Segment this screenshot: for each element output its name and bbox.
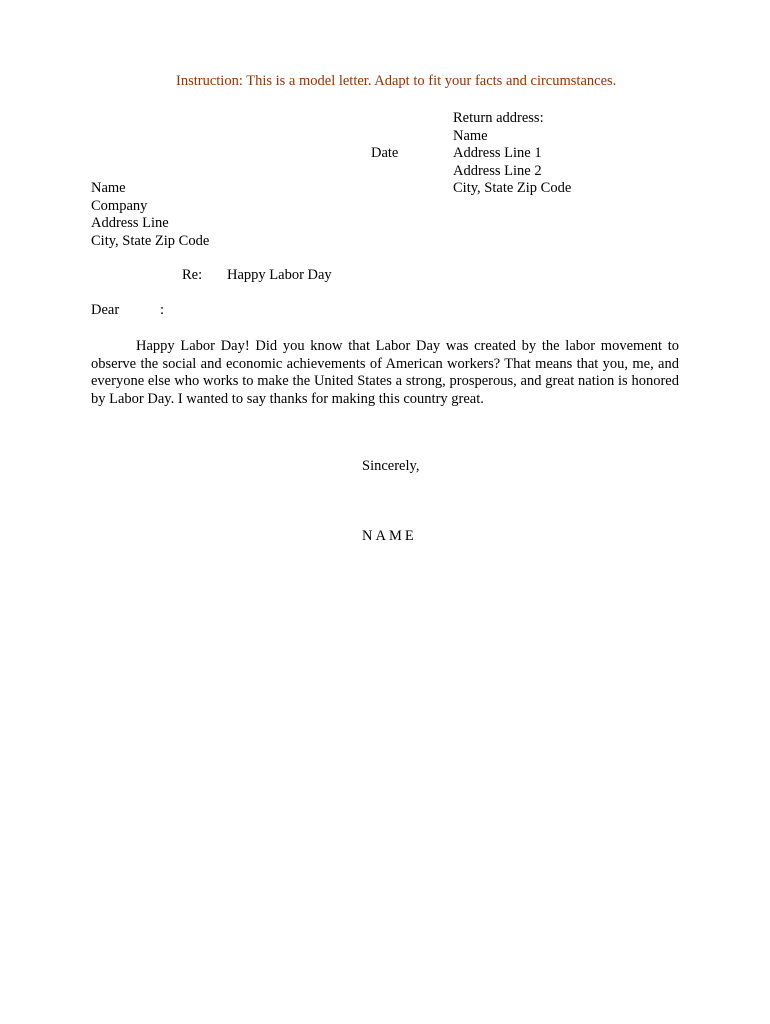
recipient-name: Name xyxy=(91,180,126,196)
return-address-name: Name xyxy=(453,127,488,144)
date-field: Date xyxy=(371,145,399,161)
return-address-line-1: Address Line 1 xyxy=(453,145,542,161)
recipient-address-block xyxy=(91,180,209,250)
return-address-line-2: Address Line 2 xyxy=(453,162,542,179)
salutation-colon: : xyxy=(160,302,165,318)
closing: Sincerely, xyxy=(362,458,420,474)
recipient-city-state-zip: City, State Zip Code xyxy=(91,232,210,249)
instruction-note: Instruction: This is a model letter. Adapt to fit your facts and circumstances. xyxy=(176,73,617,89)
re-label: Re: xyxy=(182,267,203,283)
salutation: Dear xyxy=(91,302,120,318)
signature-name: NAME xyxy=(362,528,417,544)
return-address-block xyxy=(453,110,571,198)
return-address-heading: Return address: xyxy=(453,110,544,126)
recipient-company: Company xyxy=(91,197,148,214)
re-subject: Happy Labor Day xyxy=(227,267,332,283)
recipient-address-line: Address Line xyxy=(91,215,169,231)
return-address-city-state-zip: City, State Zip Code xyxy=(453,180,572,196)
letter-body: Happy Labor Day! Did you know that Labor Day was created by the labor movement to observe the social and economic achievements of American workers? That means that you, me, and everyone else who works to make the United States a strong, prosperous, and great nation is honored by Labor Day. I wanted to say thanks for making this country great. xyxy=(91,338,679,407)
